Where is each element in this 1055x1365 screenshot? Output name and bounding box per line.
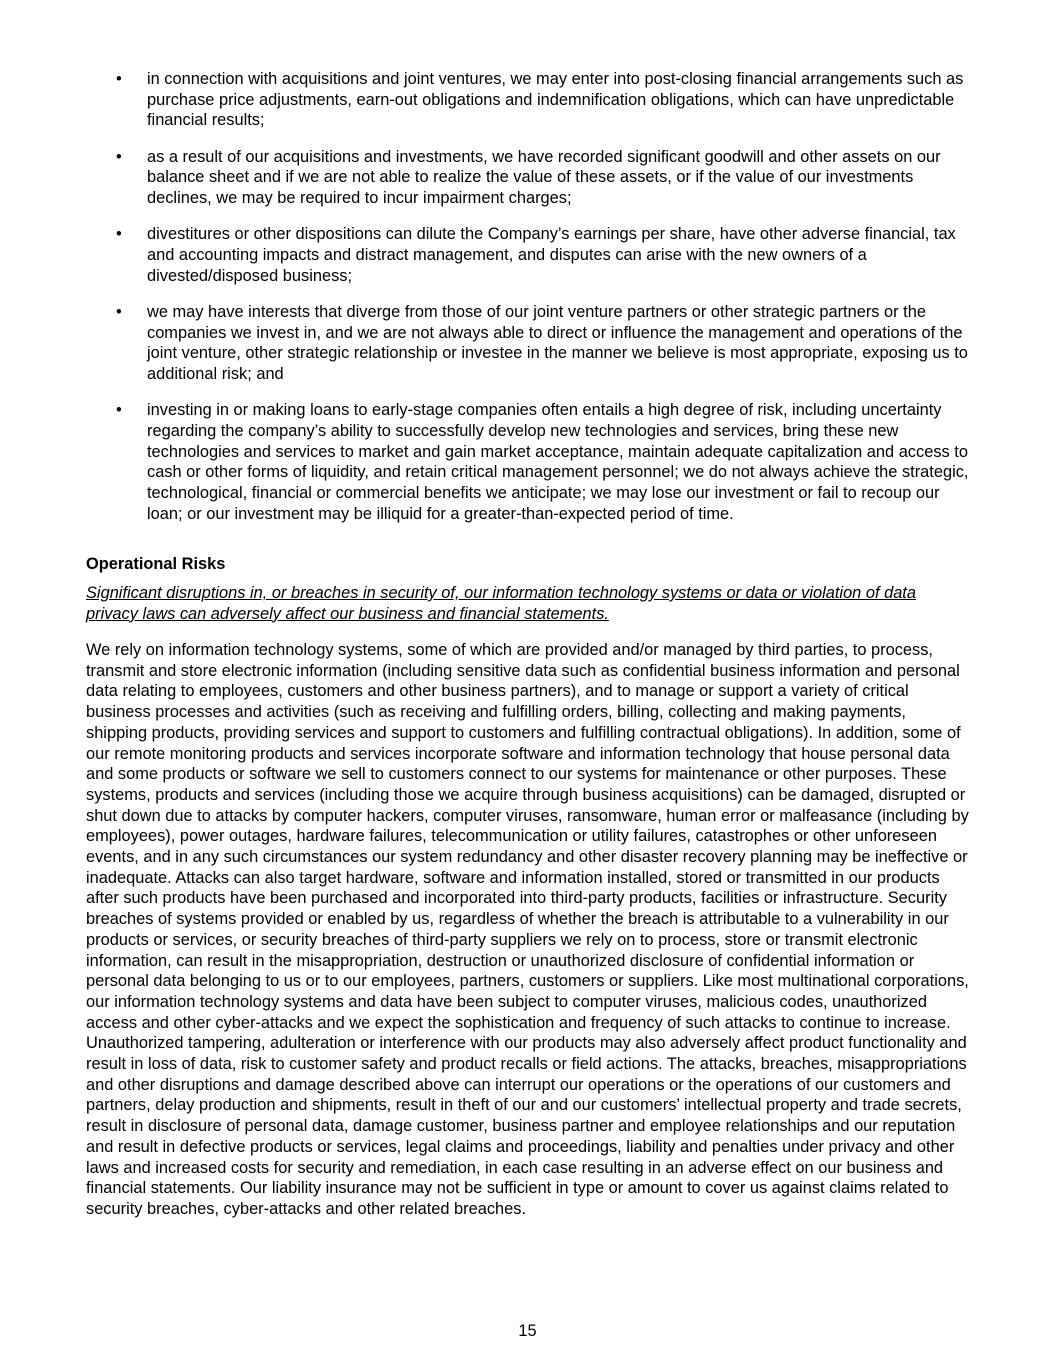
section-heading: Operational Risks [86, 555, 226, 573]
bullet-mark: • [116, 70, 122, 88]
bullet-item [0, 302, 969, 385]
bullet-text: we may have interests that diverge from those of our joint venture partners or other strategic partners or the companies we invest in, and we are not always able to direct or influence the management and operations of the joint venture, other strategic relationship or investee in the manner we believe is most appropriate, exposing us to additional risk; and [147, 302, 968, 383]
bullet-item [0, 69, 969, 131]
page-number: 15 [518, 1322, 537, 1340]
bullet-text: investing in or making loans to early-stage companies often entails a high degree of risk, including uncertainty regarding the company’s ability to successfully develop new technologies and services, bring these new technologies and services to market and gain market acceptance, maintain adequate capitalization and access to cash or other forms of liquidity, and retain critical management personnel; we do not always achieve the strategic, technological, financial or commercial benefits we anticipate; we may lose our investment or fail to recoup our loan; or our investment may be illiquid for a greater-than-expected period of time. [147, 401, 969, 523]
bullet-mark: • [116, 225, 122, 244]
bullet-mark: • [116, 147, 122, 166]
bullet-mark: • [116, 401, 122, 420]
bullet-item [0, 400, 969, 524]
risk-factor-title: Significant disruptions in, or breaches in security of, our information technology systems or data or violation of data privacy laws can adversely affect our business and financial statements. [86, 584, 916, 623]
body-paragraph: We rely on information technology systems, some of which are provided and/or managed by third parties, to process, transmit and store electronic information (including sensitive data such as confidential business information and personal data relating to employees, customers and other business partners), and to manage or support a variety of critical business processes and activities (such as receiving and fulfilling orders, billing, collecting and making payments, shipping products, providing services and support to customers and fulfilling contractual obligations). In addition, some of our remote monitoring products and services incorporate software and information technology that house personal data and some products or software we sell to customers connect to our systems for maintenance or other purposes. These systems, products and services (including those we acquire through business acquisitions) can be damaged, disrupted or shut down due to attacks by computer hackers, computer viruses, ransomware, human error or malfeasance (including by employees), power outages, hardware failures, telecommunication or utility failures, catastrophes or other unforeseen events, and in any such circumstances our system redundancy and other disaster recovery planning may be ineffective or inadequate. Attacks can also target hardware, software and information installed, stored or transmitted in our products after such products have been purchased and incorporated into third-party products, facilities or infrastructure. Security breaches of systems provided or enabled by us, regardless of whether the breach is attributable to a vulnerability in our products or services, or security breaches of third-party suppliers we rely on to process, store or transmit electronic information, can result in the misappropriation, destruction or unauthorized disclosure of confidential information or personal data belonging to us or to our employees, partners, customers or suppliers. Like most multinational corporations, our information technology systems and data have been subject to computer viruses, malicious codes, unauthorized access and other cyber-attacks and we expect the sophistication and frequency of such attacks to continue to increase. Unauthorized tampering, adulteration or interference with our products may also adversely affect product functionality and result in loss of data, risk to customer safety and product recalls or field actions. The attacks, breaches, misappropriations and other disruptions and damage described above can interrupt our operations or the operations of our customers and partners, delay production and shipments, result in theft of our and our customers’ intellectual property and trade secrets, result in disclosure of personal data, damage customer, business partner and employee relationships and our reputation and result in defective products or services, legal claims and proceedings, liability and penalties under privacy and other laws and increased costs for security and remediation, in each case resulting in an adverse effect on our business and financial statements. Our liability insurance may not be sufficient in type or amount to cover us against claims related to security breaches, cyber-attacks and other related breaches. [86, 641, 969, 1218]
bullet-list [0, 69, 1055, 540]
bullet-text: divestitures or other dispositions can dilute the Company’s earnings per share, have other adverse financial, tax and accounting impacts and distract management, and disputes can arise with the new owners of a divested/disposed business; [147, 225, 956, 285]
bullet-item [0, 224, 969, 286]
bullet-text: in connection with acquisitions and joint ventures, we may enter into post-closing financial arrangements such as purchase price adjustments, earn-out obligations and indemnification obligations, which can have unpredictable financial results; [147, 70, 964, 130]
bullet-mark: • [116, 302, 122, 321]
bullet-text: as a result of our acquisitions and investments, we have recorded significant goodwill and other assets on our balance sheet and if we are not able to realize the value of these assets, or if the value of our investments declines, we may be required to incur impairment charges; [147, 147, 941, 208]
bullet-item [0, 147, 969, 209]
